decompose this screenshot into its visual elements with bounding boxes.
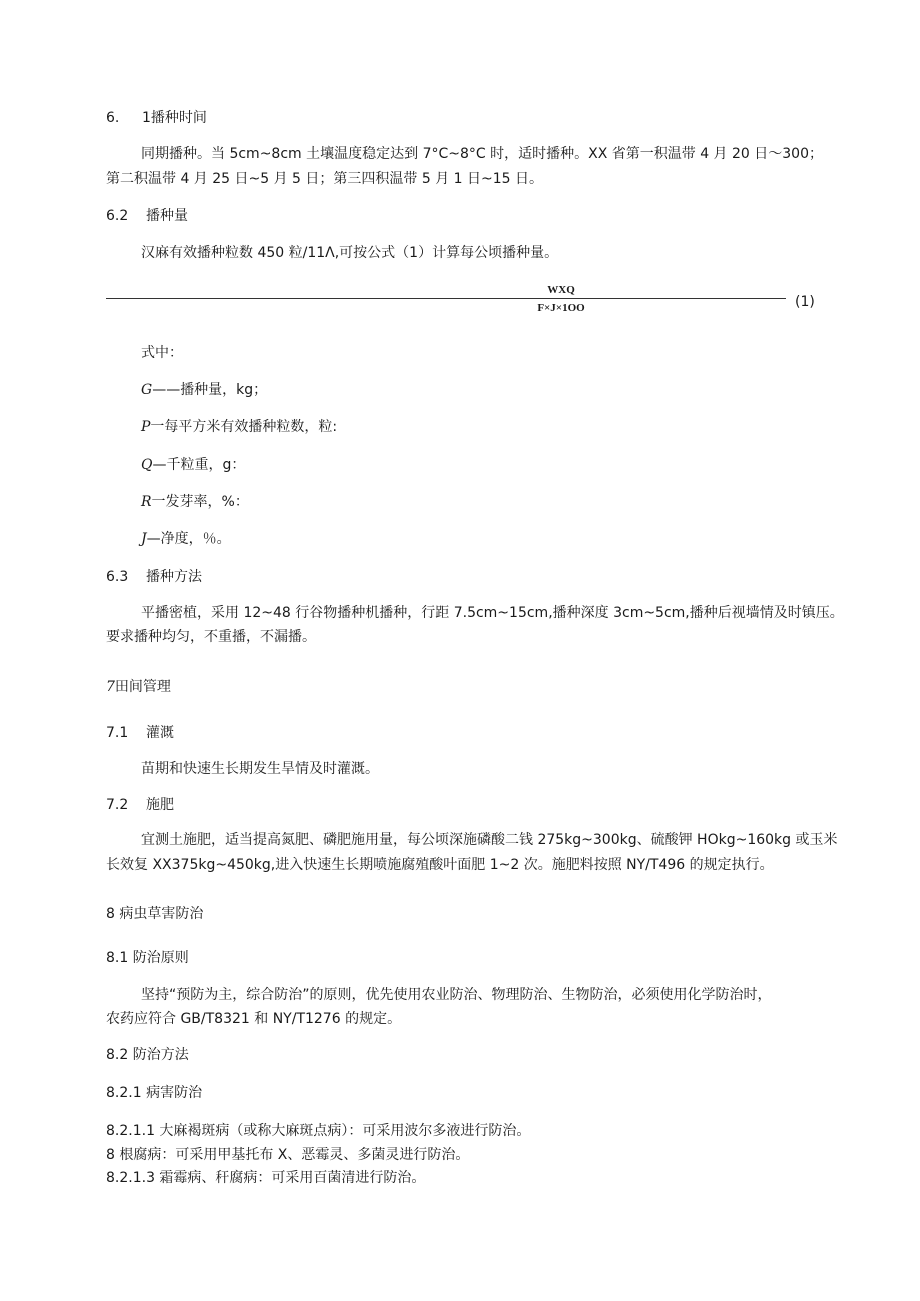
section-8-1-heading: 8.1 防治原则	[106, 950, 189, 966]
section-7-2-heading: 7.2 施肥	[106, 797, 174, 813]
where-item-q: Q—千粒重，g：	[141, 457, 246, 473]
formula	[106, 284, 786, 320]
list-item: 8 根腐病：可采用甲基托布 X、恶霉灵、多菌灵进行防治。	[106, 1147, 470, 1163]
section-6-1-heading: 6. 1播种时间	[106, 110, 207, 126]
section-6-3-text-line-1: 平播密植，采用 12~48 行谷物播种机播种，行距 7.5cm~15cm,播种深度 3cm~5cm,播种后视墙情及时镇压。	[141, 605, 844, 621]
section-7-heading: 7田间管理	[106, 679, 171, 695]
where-item-r: R一发芽率，%：	[141, 494, 249, 510]
section-7-1-heading: 7.1 灌溉	[106, 725, 174, 741]
section-8-heading: 8 病虫草害防治	[106, 906, 204, 922]
formula-numerator: WXQ	[547, 284, 575, 296]
section-6-3-text-line-2: 要求播种均匀，不重播，不漏播。	[106, 629, 316, 645]
list-item: 8.2.1.3 霜霉病、秆腐病：可采用百菌清进行防治。	[106, 1170, 426, 1186]
section-6-1-text-line-2: 第二积温带 4 月 25 日~5 月 5 日；第三四积温带 5 月 1 日~15 日。	[106, 171, 544, 187]
list-item: 8.2.1.1 大麻褐斑病（或称大麻斑点病）：可采用波尔多液进行防治。	[106, 1123, 531, 1139]
section-8-2-heading: 8.2 防治方法	[106, 1047, 189, 1063]
section-8-2-1-heading: 8.2.1 病害防治	[106, 1085, 203, 1101]
section-8-1-text-line-1: 坚持“预防为主，综合防治”的原则，优先使用农业防治、物理防治、生物防治，必须使用化学防治时，	[141, 987, 772, 1003]
section-6-3-heading: 6.3 播种方法	[106, 569, 202, 585]
section-6-2-text: 汉麻有效播种粒数 450 粒/11Λ,可按公式（1）计算每公顷播种量。	[141, 245, 559, 261]
section-6-1-text-line-1: 同期播种。当 5cm~8cm 土壤温度稳定达到 7°C~8°C 时，适时播种。XX 省第一积温带 4 月 20 日～300；	[141, 146, 823, 162]
where-item-j: J—净度，％。	[141, 531, 231, 547]
where-item-g: G——播种量，kg；	[141, 382, 268, 398]
where-item-p: P一每平方米有效播种粒数，粒:	[141, 419, 338, 435]
section-7-2-text-line-2: 长效复 XX375kg~450kg,进入快速生长期喷施腐殖酸叶面肥 1~2 次。施肥料按照 NY/T496 的规定执行。	[106, 857, 774, 873]
formula-denominator: F×J×1OO	[537, 302, 585, 314]
formula-number: (1)	[795, 294, 815, 310]
section-7-2-text-line-1: 宜测土施肥，适当提高氮肥、磷肥施用量，每公顷深施磷酸二钱 275kg~300kg、硫酸钾 HOkg~160kg 或玉米	[141, 832, 838, 848]
section-7-1-text: 苗期和快速生长期发生旱情及时灌溉。	[141, 761, 379, 777]
formula-fraction-rule	[106, 298, 786, 299]
section-8-1-text-line-2: 农药应符合 GB/T8321 和 NY/T1276 的规定。	[106, 1011, 402, 1027]
where-title: 式中：	[141, 345, 183, 361]
section-6-2-heading: 6.2 播种量	[106, 208, 188, 224]
